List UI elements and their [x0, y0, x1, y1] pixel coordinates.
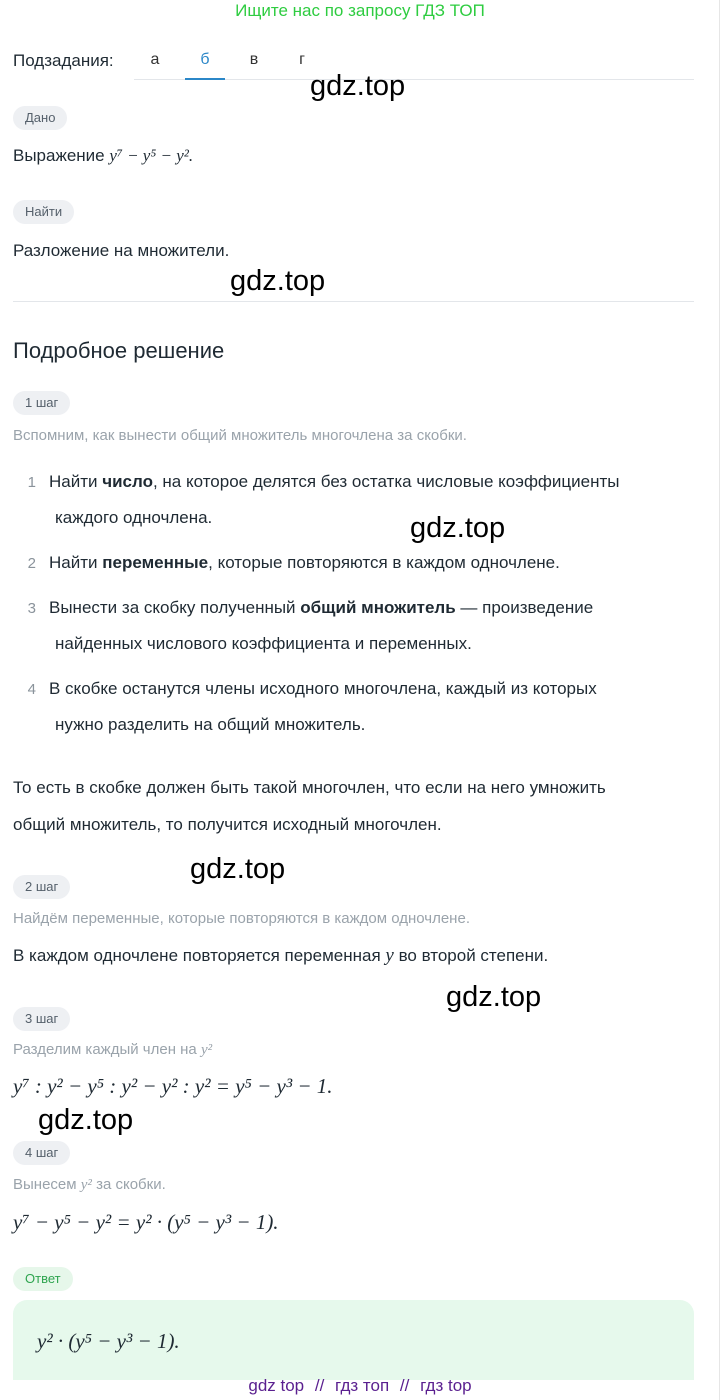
given-chip-wrap: [13, 106, 67, 130]
list-item-text: — произведение: [455, 598, 594, 617]
footer-separator: //: [314, 1376, 325, 1395]
list-item-bold: общий множитель: [300, 598, 456, 617]
step-hint: Вспомним, как вынести общий множитель многочлена за скобки.: [13, 427, 467, 444]
subtasks-label: Подзадания:: [13, 51, 114, 70]
find-text: Разложение на множители.: [13, 241, 230, 260]
step-hint-text: Разделим каждый член на: [13, 1041, 197, 1058]
watermark: gdz.top: [410, 512, 506, 544]
given-text: Выражение: [13, 146, 105, 165]
answer-chip: Ответ: [13, 1267, 73, 1291]
tab-a[interactable]: а: [150, 51, 160, 68]
step-equation: y⁷ : y² − y⁵ : y² − y² : y² = y⁵ − y³ − 1.: [13, 1074, 333, 1098]
answer-chip-wrap: [13, 1267, 73, 1291]
watermark: gdz.top: [38, 1104, 134, 1136]
section-divider: [13, 301, 694, 302]
footer-separator: //: [399, 1376, 410, 1395]
find-chip: Найти: [13, 200, 74, 224]
footer-link[interactable]: гдз топ: [335, 1376, 390, 1395]
list-item-text: , которые повторяются в каждом одночлене.: [208, 553, 560, 572]
list-item-text: В скобке останутся члены исходного многочлена, каждый из которых: [49, 679, 597, 698]
step-hint: Найдём переменные, которые повторяются в каждом одночлене.: [13, 910, 470, 927]
step-chip: 4 шаг: [13, 1141, 70, 1165]
step-hint: [13, 1176, 166, 1194]
given-expression: y⁷ − y⁵ − y².: [109, 146, 194, 165]
step-hint-text: Вынесем: [13, 1176, 77, 1193]
list-item-text: Найти: [49, 553, 103, 572]
list-item-continuation: нужно разделить на общий множитель.: [55, 715, 366, 734]
footer-link[interactable]: gdz top: [248, 1376, 305, 1395]
watermark: gdz.top: [310, 70, 406, 102]
step2-chip-wrap: [13, 875, 70, 899]
list-item: [49, 472, 620, 492]
step3-chip-wrap: [13, 1007, 70, 1031]
explanation-line: общий множитель, то получится исходный многочлен.: [13, 815, 442, 834]
search-banner[interactable]: Ищите нас по запросу ГДЗ ТОП: [235, 1, 485, 20]
active-tab-indicator: [185, 78, 225, 80]
step4-chip-wrap: [13, 1141, 70, 1165]
list-number: 3: [27, 600, 36, 617]
list-item: [49, 679, 597, 699]
given-chip: Дано: [13, 106, 67, 130]
list-number: 2: [27, 555, 36, 572]
footer-link[interactable]: гдз top: [420, 1376, 472, 1395]
list-item-text: Вынести за скобку полученный: [49, 598, 301, 617]
answer-value: y² · (y⁵ − y³ − 1).: [37, 1329, 180, 1353]
solution-heading: Подробное решение: [13, 338, 225, 363]
math-variable: y: [385, 945, 394, 966]
list-item-text: Найти: [49, 472, 103, 491]
step-hint-text: за скобки.: [96, 1176, 166, 1193]
list-item: [49, 598, 593, 618]
step-text-part: во второй степени.: [398, 946, 549, 965]
list-item-text: , на которое делятся без остатка числовые коэффициенты: [152, 472, 620, 491]
list-item-continuation: каждого одночлена.: [55, 508, 213, 527]
find-chip-wrap: [13, 200, 74, 224]
list-item-bold: переменные: [102, 553, 209, 572]
step-text-part: В каждом одночлене повторяется переменная: [13, 946, 381, 965]
step-chip: 1 шаг: [13, 391, 70, 415]
list-number: 1: [27, 474, 36, 491]
step-text: [13, 945, 548, 967]
watermark: gdz.top: [230, 265, 326, 297]
math-inline: y²: [80, 1177, 92, 1193]
tab-b[interactable]: б: [200, 51, 210, 68]
given-text-row: [13, 146, 193, 166]
watermark: gdz.top: [190, 853, 286, 885]
list-item-bold: число: [102, 472, 153, 491]
tab-g[interactable]: г: [299, 51, 305, 68]
explanation-line: То есть в скобке должен быть такой многочлен, что если на него умножить: [13, 778, 606, 797]
footer-links: [0, 1376, 720, 1396]
watermark: gdz.top: [446, 981, 542, 1013]
step-chip: 3 шаг: [13, 1007, 70, 1031]
list-item-continuation: найденных числового коэффициента и переменных.: [55, 634, 472, 653]
step-hint: [13, 1041, 212, 1059]
list-item: [49, 553, 560, 573]
step-chip: 2 шаг: [13, 875, 70, 899]
step1-chip-wrap: [13, 391, 70, 415]
list-number: 4: [27, 681, 36, 698]
step-equation: y⁷ − y⁵ − y² = y² · (y⁵ − y³ − 1).: [13, 1210, 279, 1234]
math-inline: y²: [200, 1042, 213, 1058]
tab-v[interactable]: в: [249, 51, 259, 68]
